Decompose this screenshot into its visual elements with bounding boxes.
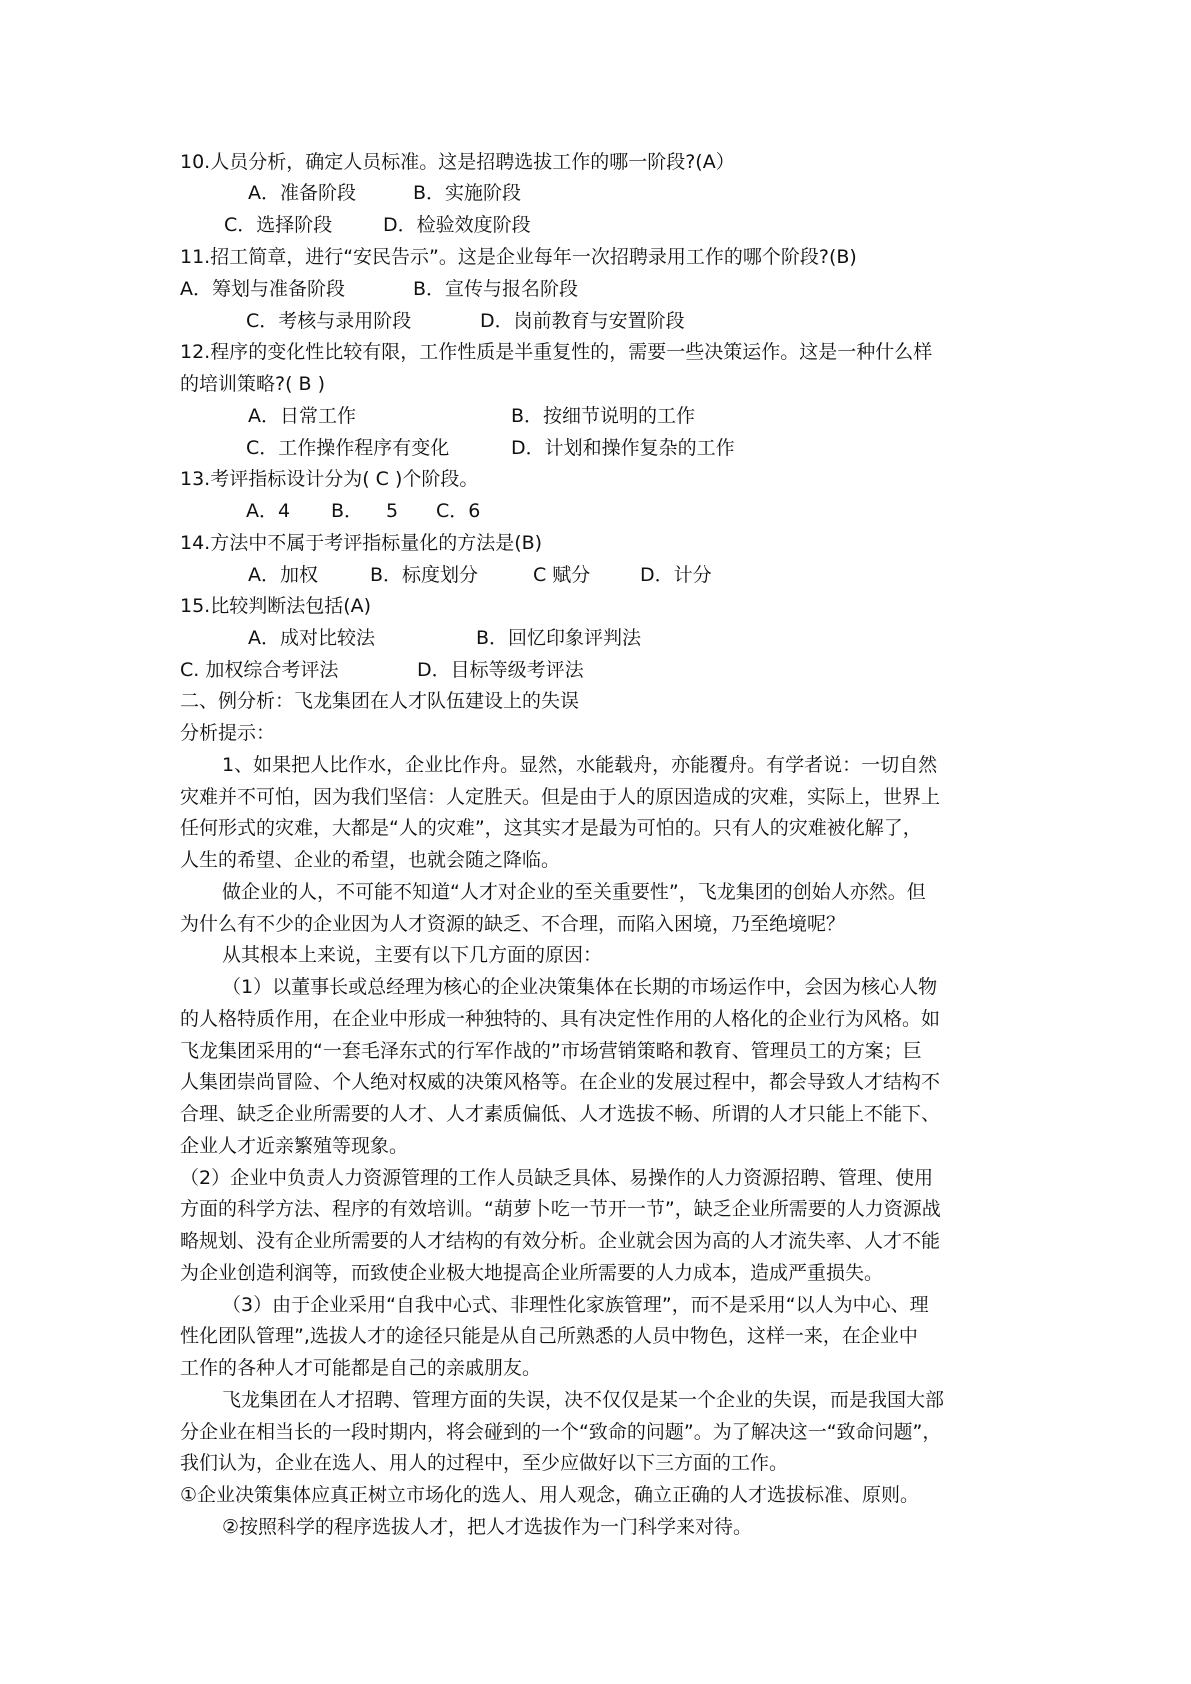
option-b: B．实施阶段 [413, 182, 522, 204]
option-a: A．准备阶段 [248, 182, 356, 204]
option-d: D．岗前教育与安置阶段 [480, 310, 685, 332]
option-a: A．4 [246, 500, 291, 522]
option-a: A．加权 [248, 564, 318, 586]
paragraph-line: 人生的希望、企业的希望，也就会随之降临。 [180, 849, 561, 871]
paragraph-line: 企业人才近亲繁殖等现象。 [180, 1135, 409, 1157]
paragraph-line: ①企业决策集体应真正树立市场化的选人、用人观念，确立正确的人才选拔标准、原则。 [180, 1484, 920, 1506]
paragraph-line: （2）企业中负责人力资源管理的工作人员缺乏具体、易操作的人力资源招聘、管理、使用 [180, 1167, 934, 1189]
option-c: C．选择阶段 [224, 214, 333, 236]
question-10-options-row-2 [224, 212, 924, 238]
question-15-options-row-2 [180, 657, 880, 683]
paragraph-line: 灾难并不可怕，因为我们坚信：人定胜天。但是由于人的原因造成的灾难，实际上，世界上 [180, 786, 941, 808]
paragraph-line: 分企业在相当长的一段时期内，将会碰到的一个“致命的问题”。为了解决这一“致命问题”， [180, 1421, 942, 1443]
paragraph-line: 工作的各种人才可能都是自己的亲戚朋友。 [180, 1357, 542, 1379]
question-10-stem: 10.人员分析，确定人员标准。这是招聘选拔工作的哪一阶段?(A） [180, 151, 735, 173]
question-10-options-row-1 [248, 180, 948, 206]
option-b: B．标度划分 [370, 564, 479, 586]
option-d: D．计划和操作复杂的工作 [511, 437, 735, 459]
option-c: C．考核与录用阶段 [246, 310, 412, 332]
question-14-stem: 14.方法中不属于考评指标量化的方法是(B) [180, 532, 543, 554]
paragraph-line: 的人格特质作用，在企业中形成一种独特的、具有决定性作用的人格化的企业行为风格。如 [180, 1008, 941, 1030]
paragraph-line: （1）以董事长或总经理为核心的企业决策集体在长期的市场运作中，会因为核心人物 [222, 976, 938, 998]
paragraph-line: 合理、缺乏企业所需要的人才、人才素质偏低、人才选拔不畅、所谓的人才只能上不能下、 [180, 1103, 941, 1125]
question-12-stem-line-2: 的培训策略?( B ) [180, 373, 326, 395]
question-15-options-row-1 [248, 625, 948, 651]
question-11-stem: 11.招工简章，进行“安民告示”。这是企业每年一次招聘录用工作的哪个阶段?(B) [180, 246, 857, 268]
hint-label: 分析提示： [180, 722, 276, 744]
question-12-stem-line-1: 12.程序的变化性比较有限，工作性质是半重复性的，需要一些决策运作。这是一种什么样 [180, 341, 933, 363]
paragraph-line: 飞龙集团采用的“一套毛泽东式的行军作战的”市场营销策略和教育、管理员工的方案；巨 [180, 1040, 922, 1062]
question-14-options [248, 562, 948, 588]
option-c: C．工作操作程序有变化 [246, 437, 450, 459]
case-heading: 二、例分析：飞龙集团在人才队伍建设上的失误 [180, 690, 580, 712]
option-c: C. 加权综合考评法 [180, 659, 339, 681]
option-b-value: 5 [386, 500, 399, 522]
option-c: C．6 [436, 500, 481, 522]
option-a: A．筹划与准备阶段 [180, 278, 345, 300]
option-c: C 赋分 [533, 564, 591, 586]
option-b: B．回忆印象评判法 [476, 627, 642, 649]
option-b: B．按细节说明的工作 [511, 405, 696, 427]
option-a: A．日常工作 [248, 405, 356, 427]
option-d: D．目标等级考评法 [417, 659, 584, 681]
paragraph-line: 从其根本上来说，主要有以下几方面的原因： [222, 944, 603, 966]
paragraph-line: 略规划、没有企业所需要的人才结构的有效分析。企业就会因为高的人才流失率、人才不能 [180, 1230, 941, 1252]
paragraph-line: 为企业创造利润等，而致使企业极大地提高企业所需要的人力成本，造成严重损失。 [180, 1262, 884, 1284]
paragraph-line: 为什么有不少的企业因为人才资源的缺乏、不合理，而陷入困境，乃至绝境呢？ [180, 913, 846, 935]
option-d: D．检验效度阶段 [383, 214, 531, 236]
question-12-options-row-2 [246, 435, 946, 461]
paragraph-line: 人集团崇尚冒险、个人绝对权威的决策风格等。在企业的发展过程中，都会导致人才结构不 [180, 1071, 941, 1093]
paragraph-line: 飞龙集团在人才招聘、管理方面的失误，决不仅仅是某一个企业的失误，而是我国大部 [222, 1389, 945, 1411]
option-d: D．计分 [640, 564, 712, 586]
option-b: B．宣传与报名阶段 [413, 278, 579, 300]
paragraph-line: 性化团队管理”,选拔人才的途径只能是从自己所熟悉的人员中物色，这样一来，在企业中 [180, 1325, 918, 1347]
question-13-stem: 13.考评指标设计分为( C )个阶段。 [180, 468, 479, 490]
paragraph-line: 做企业的人，不可能不知道“人才对企业的至关重要性”，飞龙集团的创始人亦然。但 [222, 881, 926, 903]
paragraph-line: 我们认为，企业在选人、用人的过程中，至少应做好以下三方面的工作。 [180, 1452, 789, 1474]
paragraph-line: ②按照科学的程序选拔人才，把人才选拔作为一门科学来对待。 [222, 1516, 753, 1538]
question-12-options-row-1 [248, 403, 948, 429]
question-15-stem: 15.比较判断法包括(A) [180, 595, 372, 617]
question-13-options [246, 498, 746, 524]
question-11-options-row-1 [180, 276, 880, 302]
paragraph-line: 方面的科学方法、程序的有效培训。“葫萝卜吃一节开一节”，缺乏企业所需要的人力资源战 [180, 1198, 941, 1220]
paragraph-line: （3）由于企业采用“自我中心式、非理性化家族管理”，而不是采用“以人为中心、理 [222, 1294, 929, 1316]
paragraph-line: 任何形式的灾难，大都是“人的灾难”，这其实才是最为可怕的。只有人的灾难被化解了， [180, 817, 922, 839]
option-b: B． [331, 500, 364, 522]
question-11-options-row-2 [246, 308, 946, 334]
option-a: A．成对比较法 [248, 627, 375, 649]
paragraph-line: 1、如果把人比作水，企业比作舟。显然，水能载舟，亦能覆舟。有学者说：一切自然 [222, 754, 938, 776]
